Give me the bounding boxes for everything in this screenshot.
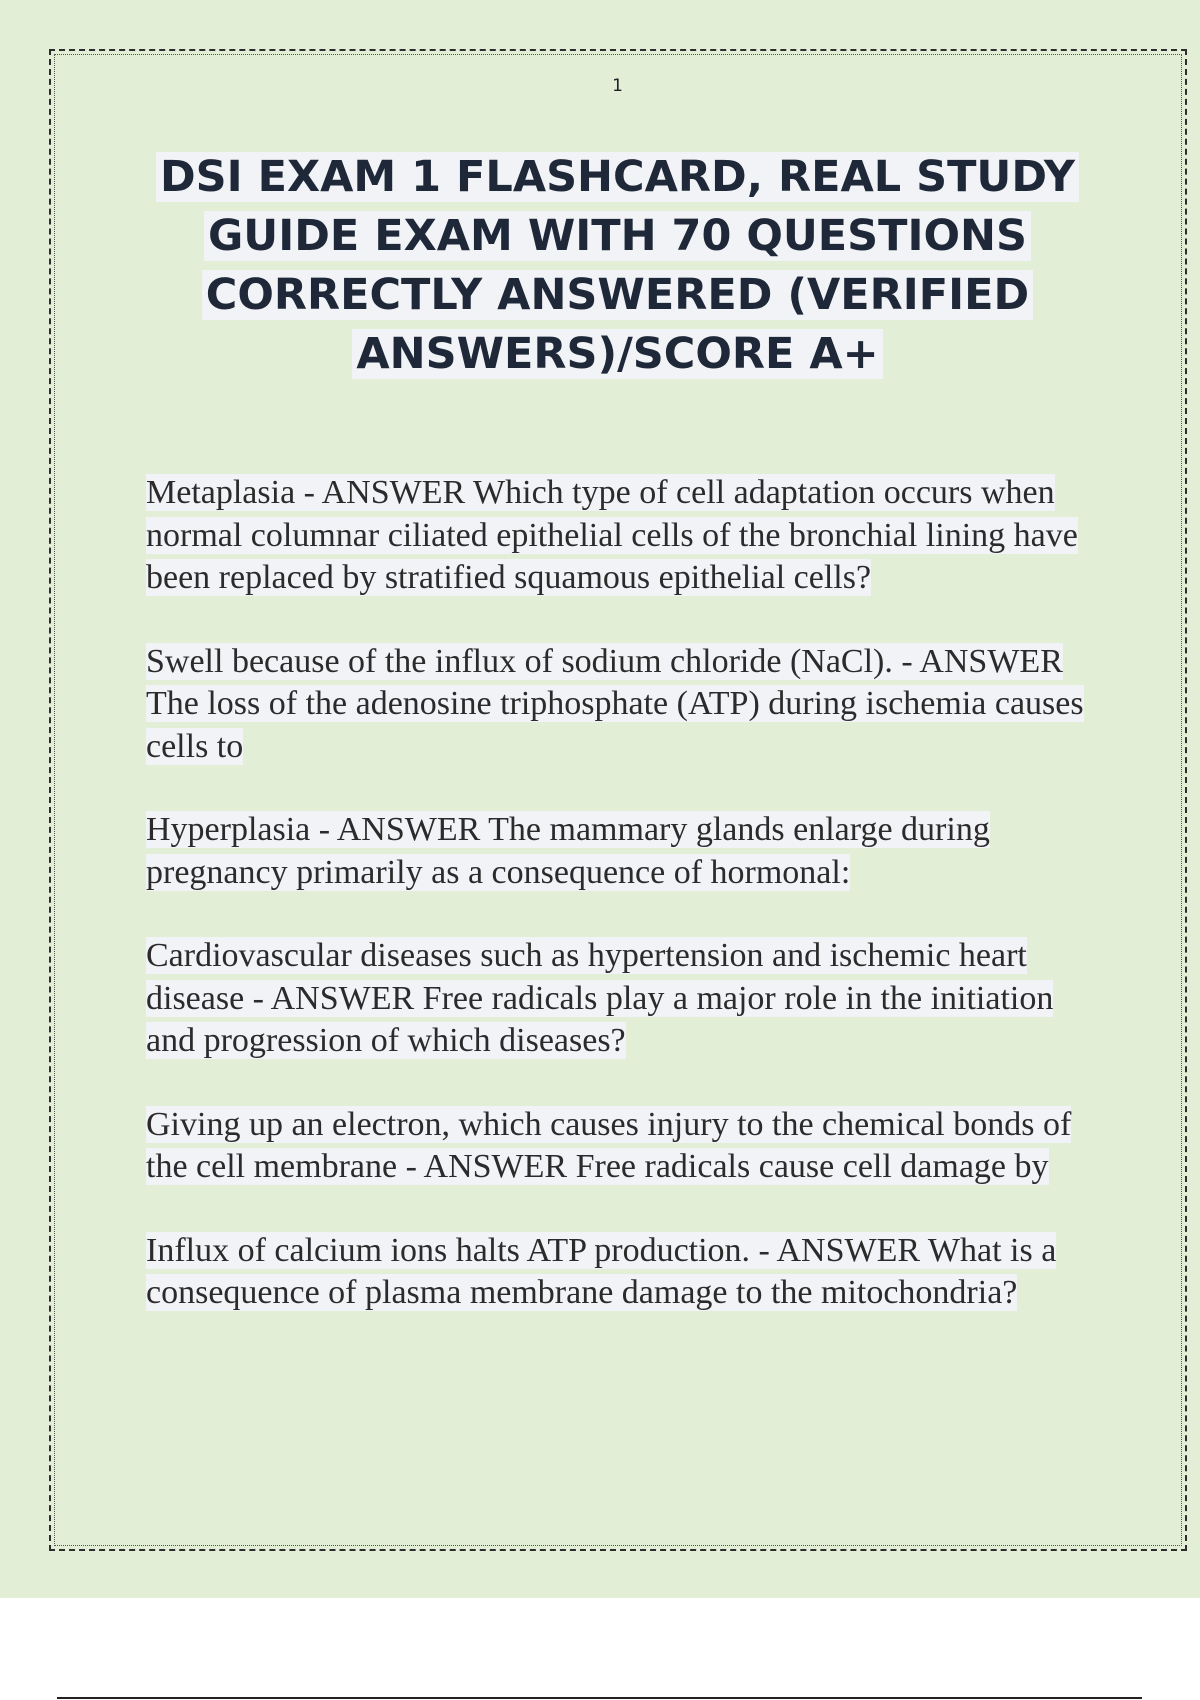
flashcard-item [146, 809, 1086, 894]
flashcard-item [146, 935, 1086, 1063]
flashcard-text: Giving up an electron, which causes injury to the chemical bonds of the cell membrane - ANSWER Free radicals cause cell damage by [146, 1105, 1072, 1185]
flashcard-item [146, 1104, 1086, 1189]
flashcard-list [146, 472, 1086, 1356]
flashcard-item [146, 472, 1086, 600]
page-divider-line [57, 1697, 1142, 1699]
flashcard-item [146, 1230, 1086, 1315]
flashcard-item [146, 641, 1086, 769]
document-title-text: DSI EXAM 1 FLASHCARD, REAL STUDY GUIDE EXAM WITH 70 QUESTIONS CORRECTLY ANSWERED (VERIFIED ANSWERS)/SCORE A+ [156, 152, 1079, 379]
flashcard-text: Cardiovascular diseases such as hypertension and ischemic heart disease - ANSWER Free radicals play a major role in the initiation and progression of which diseases? [146, 937, 1054, 1059]
document-title [140, 148, 1095, 384]
flashcard-text: Hyperplasia - ANSWER The mammary glands enlarge during pregnancy primarily as a consequence of hormonal: [146, 811, 990, 891]
flashcard-text: Swell because of the influx of sodium chloride (NaCl). - ANSWER The loss of the adenosine triphosphate (ATP) during ischemia causes cells to [146, 642, 1084, 765]
flashcard-text: Metaplasia - ANSWER Which type of cell adaptation occurs when normal columnar ciliated epithelial cells of the bronchial lining have been replaced by stratified squamous epithelial cells? [146, 474, 1078, 596]
flashcard-text: Influx of calcium ions halts ATP production. - ANSWER What is a consequence of plasma membrane damage to the mitochondria? [146, 1231, 1057, 1311]
page-number: 1 [612, 76, 623, 96]
